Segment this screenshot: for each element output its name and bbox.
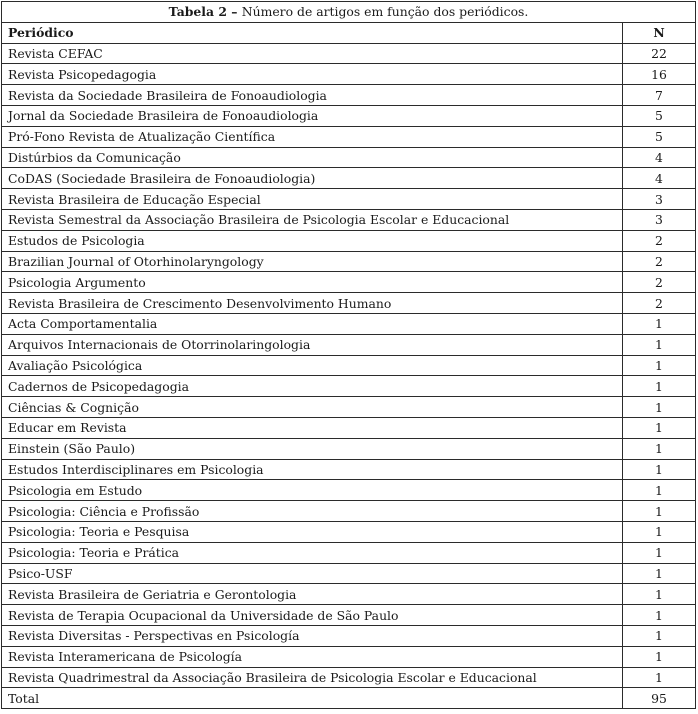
article-count: 1 xyxy=(623,646,696,667)
table-row xyxy=(2,85,696,106)
article-count: 1 xyxy=(623,438,696,459)
header-journal: Periódico xyxy=(2,22,623,43)
article-count: 2 xyxy=(623,293,696,314)
table-row xyxy=(2,272,696,293)
journal-name: Revista Brasileira de Educação Especial xyxy=(2,189,623,210)
journal-name: Cadernos de Psicopedagogia xyxy=(2,376,623,397)
article-count: 2 xyxy=(623,251,696,272)
table-row xyxy=(2,334,696,355)
table-row xyxy=(2,376,696,397)
table-row xyxy=(2,584,696,605)
journal-name: Estudos Interdisciplinares em Psicologia xyxy=(2,459,623,480)
journal-name: Psicologia em Estudo xyxy=(2,480,623,501)
journal-name: Revista CEFAC xyxy=(2,43,623,64)
table-row xyxy=(2,667,696,688)
header-row xyxy=(2,22,696,43)
article-count: 1 xyxy=(623,542,696,563)
table-row xyxy=(2,646,696,667)
journal-name: Einstein (São Paulo) xyxy=(2,438,623,459)
table-row xyxy=(2,230,696,251)
journal-name: Psicologia Argumento xyxy=(2,272,623,293)
total-value: 95 xyxy=(623,688,696,709)
article-count: 1 xyxy=(623,521,696,542)
journal-name: Ciências & Cognição xyxy=(2,397,623,418)
journal-name: Revista da Sociedade Brasileira de Fonoaudiologia xyxy=(2,85,623,106)
table-row xyxy=(2,438,696,459)
article-count: 16 xyxy=(623,64,696,85)
article-count: 1 xyxy=(623,313,696,334)
article-count: 1 xyxy=(623,501,696,522)
article-count: 1 xyxy=(623,417,696,438)
journal-name: Revista de Terapia Ocupacional da Universidade de São Paulo xyxy=(2,605,623,626)
journal-name: Revista Interamericana de Psicología xyxy=(2,646,623,667)
table-row xyxy=(2,64,696,85)
table-row xyxy=(2,501,696,522)
article-count: 1 xyxy=(623,625,696,646)
table-row xyxy=(2,105,696,126)
header-count: N xyxy=(623,22,696,43)
total-row xyxy=(2,688,696,709)
journal-name: Psicologia: Teoria e Prática xyxy=(2,542,623,563)
article-count: 1 xyxy=(623,563,696,584)
table-row xyxy=(2,189,696,210)
journal-name: Brazilian Journal of Otorhinolaryngology xyxy=(2,251,623,272)
table-row xyxy=(2,563,696,584)
table-row xyxy=(2,397,696,418)
journal-name: Psico-USF xyxy=(2,563,623,584)
total-label: Total xyxy=(2,688,623,709)
table-row xyxy=(2,459,696,480)
journal-name: Revista Semestral da Associação Brasileira de Psicologia Escolar e Educacional xyxy=(2,209,623,230)
table-row xyxy=(2,43,696,64)
article-count: 1 xyxy=(623,459,696,480)
journal-name: Educar em Revista xyxy=(2,417,623,438)
table-row xyxy=(2,625,696,646)
table-row xyxy=(2,251,696,272)
article-count: 2 xyxy=(623,272,696,293)
journal-name: Revista Diversitas - Perspectivas en Psicología xyxy=(2,625,623,646)
table-caption xyxy=(2,2,696,23)
article-count: 4 xyxy=(623,147,696,168)
article-count: 4 xyxy=(623,168,696,189)
journal-name: Revista Brasileira de Crescimento Desenvolvimento Humano xyxy=(2,293,623,314)
journal-name: Psicologia: Teoria e Pesquisa xyxy=(2,521,623,542)
table-row xyxy=(2,293,696,314)
article-count: 22 xyxy=(623,43,696,64)
journal-name: Revista Quadrimestral da Associação Brasileira de Psicologia Escolar e Educacional xyxy=(2,667,623,688)
journal-name: Acta Comportamentalia xyxy=(2,313,623,334)
table-row xyxy=(2,417,696,438)
article-count: 1 xyxy=(623,584,696,605)
journal-name: Arquivos Internacionais de Otorrinolaringologia xyxy=(2,334,623,355)
journal-name: Pró-Fono Revista de Atualização Científica xyxy=(2,126,623,147)
journal-name: CoDAS (Sociedade Brasileira de Fonoaudiologia) xyxy=(2,168,623,189)
article-count: 1 xyxy=(623,397,696,418)
table-caption-text: Número de artigos em função dos periódicos. xyxy=(241,4,529,20)
journal-name: Distúrbios da Comunicação xyxy=(2,147,623,168)
article-count: 1 xyxy=(623,605,696,626)
journal-name: Avaliação Psicológica xyxy=(2,355,623,376)
article-count: 3 xyxy=(623,189,696,210)
caption-row xyxy=(2,2,696,23)
article-count: 5 xyxy=(623,126,696,147)
table-row xyxy=(2,147,696,168)
journal-name: Estudos de Psicologia xyxy=(2,230,623,251)
table-caption-label: Tabela 2 – xyxy=(168,4,238,20)
table-row xyxy=(2,168,696,189)
article-count: 3 xyxy=(623,209,696,230)
journal-name: Revista Psicopedagogia xyxy=(2,64,623,85)
article-count: 5 xyxy=(623,105,696,126)
article-count: 1 xyxy=(623,355,696,376)
journal-name: Jornal da Sociedade Brasileira de Fonoaudiologia xyxy=(2,105,623,126)
table-row xyxy=(2,209,696,230)
journal-name: Revista Brasileira de Geriatria e Gerontologia xyxy=(2,584,623,605)
table-row xyxy=(2,521,696,542)
table-body xyxy=(2,43,696,688)
article-count: 1 xyxy=(623,480,696,501)
table-row xyxy=(2,480,696,501)
table-row xyxy=(2,126,696,147)
table-row xyxy=(2,313,696,334)
article-count: 7 xyxy=(623,85,696,106)
journals-table xyxy=(1,1,696,709)
journal-name: Psicologia: Ciência e Profissão xyxy=(2,501,623,522)
article-count: 2 xyxy=(623,230,696,251)
table-row xyxy=(2,542,696,563)
article-count: 1 xyxy=(623,334,696,355)
table-row xyxy=(2,605,696,626)
article-count: 1 xyxy=(623,376,696,397)
table-row xyxy=(2,355,696,376)
article-count: 1 xyxy=(623,667,696,688)
